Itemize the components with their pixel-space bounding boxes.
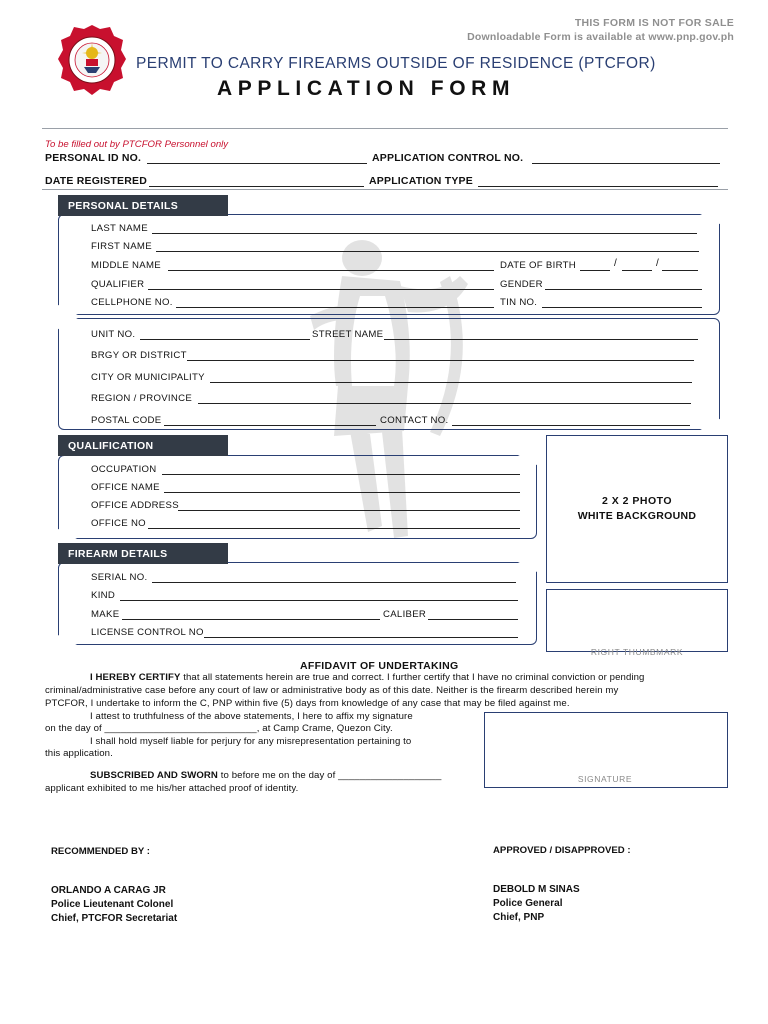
approved-label: APPROVED / DISAPPROVED :	[493, 845, 631, 856]
date-registered-label: DATE REGISTERED	[45, 175, 147, 187]
serial-no-field[interactable]	[152, 582, 516, 583]
date-registered-field[interactable]	[149, 186, 364, 187]
postal-code-field[interactable]	[164, 425, 376, 426]
middle-name-label: MIDDLE NAME	[91, 260, 161, 271]
license-control-label: LICENSE CONTROL NO	[91, 627, 204, 638]
brgy-field[interactable]	[187, 360, 694, 361]
application-control-label: APPLICATION CONTROL NO.	[372, 152, 524, 164]
affidavit-line-5: on the day of ____________________________, at Camp Crame, Quezon City.	[45, 723, 393, 734]
region-field[interactable]	[198, 403, 691, 404]
application-control-field[interactable]	[532, 163, 720, 164]
photo-label-line1: 2 X 2 PHOTO	[601, 495, 673, 507]
caliber-label: CALIBER	[383, 609, 427, 620]
occupation-field[interactable]	[162, 474, 520, 475]
signature-label: SIGNATURE	[577, 774, 633, 784]
office-name-label: OFFICE NAME	[91, 482, 160, 493]
license-control-field[interactable]	[204, 637, 518, 638]
dob-day-field[interactable]	[622, 270, 652, 271]
thumbmark-label: RIGHT THUMBMARK	[590, 647, 684, 657]
photo-label-line2: WHITE BACKGROUND	[577, 510, 697, 522]
occupation-label: OCCUPATION	[91, 464, 157, 475]
affidavit-line-1: I HEREBY CERTIFY that all statements herein are true and correct. I further certify that I have no criminal conviction or pending	[90, 672, 645, 683]
notice-download: Downloadable Form is available at www.pnp.gov.ph	[467, 31, 734, 43]
kind-label: KIND	[91, 590, 116, 601]
form-title: APPLICATION FORM	[217, 77, 516, 100]
middle-name-field[interactable]	[168, 270, 494, 271]
affidavit-line-3: PTCFOR, I undertake to inform the C, PNP within five (5) days from knowledge of any case that may be filed against me.	[45, 698, 570, 709]
qualifier-label: QUALIFIER	[91, 279, 145, 290]
recommended-name: ORLANDO A CARAG JR	[51, 885, 166, 896]
office-name-field[interactable]	[164, 492, 520, 493]
region-label: REGION / PROVINCE	[91, 393, 193, 404]
make-field[interactable]	[122, 619, 380, 620]
affidavit-line-9: applicant exhibited to me his/her attached proof of identity.	[45, 783, 299, 794]
postal-code-label: POSTAL CODE	[91, 415, 162, 426]
cellphone-field[interactable]	[176, 307, 494, 308]
affidavit-line-8: SUBSCRIBED AND SWORN to before me on the day of ___________________	[90, 770, 442, 781]
approved-rank: Police General	[493, 898, 563, 909]
first-name-field[interactable]	[156, 251, 699, 252]
affidavit-line-4: I attest to truthfulness of the above statements, I here to affix my signature	[90, 711, 413, 722]
contact-no-label: CONTACT NO.	[380, 415, 449, 426]
office-address-field[interactable]	[178, 510, 520, 511]
divider-office	[42, 189, 728, 190]
last-name-field[interactable]	[152, 233, 697, 234]
recommended-position: Chief, PTCFOR Secretariat	[51, 913, 178, 924]
office-address-label: OFFICE ADDRESS	[91, 500, 179, 511]
pnp-seal-logo	[56, 23, 128, 101]
recommended-rank: Police Lieutenant Colonel	[51, 899, 174, 910]
unit-no-field[interactable]	[140, 339, 310, 340]
office-use-note: To be filled out by PTCFOR Personnel only	[45, 139, 229, 150]
affidavit-title: AFFIDAVIT OF UNDERTAKING	[300, 660, 459, 672]
tin-label: TIN NO.	[500, 297, 538, 308]
street-name-label: STREET NAME	[312, 329, 384, 340]
notice-not-for-sale: THIS FORM IS NOT FOR SALE	[574, 17, 734, 29]
gender-label: GENDER	[500, 279, 543, 290]
first-name-label: FIRST NAME	[91, 241, 152, 252]
personal-id-label: PERSONAL ID NO.	[45, 152, 142, 164]
office-no-label: OFFICE NO	[91, 518, 146, 529]
dob-year-field[interactable]	[662, 270, 698, 271]
affidavit-line-2: criminal/administrative case before any court of law or administrative body as of this date. Neither is the firearm described herein my	[45, 685, 619, 696]
gender-field[interactable]	[545, 289, 702, 290]
cellphone-label: CELLPHONE NO.	[91, 297, 173, 308]
form-subtitle: PERMIT TO CARRY FIREARMS OUTSIDE OF RESIDENCE (PTCFOR)	[136, 55, 656, 72]
affidavit-line-7: this application.	[45, 748, 113, 759]
contact-no-field[interactable]	[452, 425, 690, 426]
office-no-field[interactable]	[148, 528, 520, 529]
qualifier-field[interactable]	[148, 289, 494, 290]
last-name-label: LAST NAME	[91, 223, 148, 234]
affidavit-line-6: I shall hold myself liable for perjury for any misrepresentation pertaining to	[90, 736, 412, 747]
dob-slash: /	[614, 258, 617, 269]
dob-label: DATE OF BIRTH	[500, 260, 577, 271]
serial-no-label: SERIAL NO.	[91, 572, 148, 583]
tin-field[interactable]	[542, 307, 702, 308]
approved-position: Chief, PNP	[493, 912, 545, 923]
recommended-by-label: RECOMMENDED BY :	[51, 846, 150, 857]
city-field[interactable]	[210, 382, 692, 383]
dob-slash: /	[656, 258, 659, 269]
city-label: CITY OR MUNICIPALITY	[91, 372, 205, 383]
brgy-label: BRGY OR DISTRICT	[91, 350, 187, 361]
approved-name: DEBOLD M SINAS	[493, 884, 580, 895]
make-label: MAKE	[91, 609, 120, 620]
photo-box[interactable]	[546, 435, 728, 583]
tab-firearm-details: FIREARM DETAILS	[58, 543, 228, 564]
dob-month-field[interactable]	[580, 270, 610, 271]
thumbmark-box[interactable]	[546, 589, 728, 652]
tab-qualification: QUALIFICATION	[58, 435, 228, 456]
street-name-field[interactable]	[384, 339, 698, 340]
caliber-field[interactable]	[428, 619, 518, 620]
divider-top	[42, 128, 728, 129]
application-type-label: APPLICATION TYPE	[369, 175, 473, 187]
personal-id-field[interactable]	[147, 163, 367, 164]
kind-field[interactable]	[120, 600, 518, 601]
unit-no-label: UNIT NO.	[91, 329, 136, 340]
application-type-field[interactable]	[478, 186, 718, 187]
tab-personal-details: PERSONAL DETAILS	[58, 195, 228, 216]
